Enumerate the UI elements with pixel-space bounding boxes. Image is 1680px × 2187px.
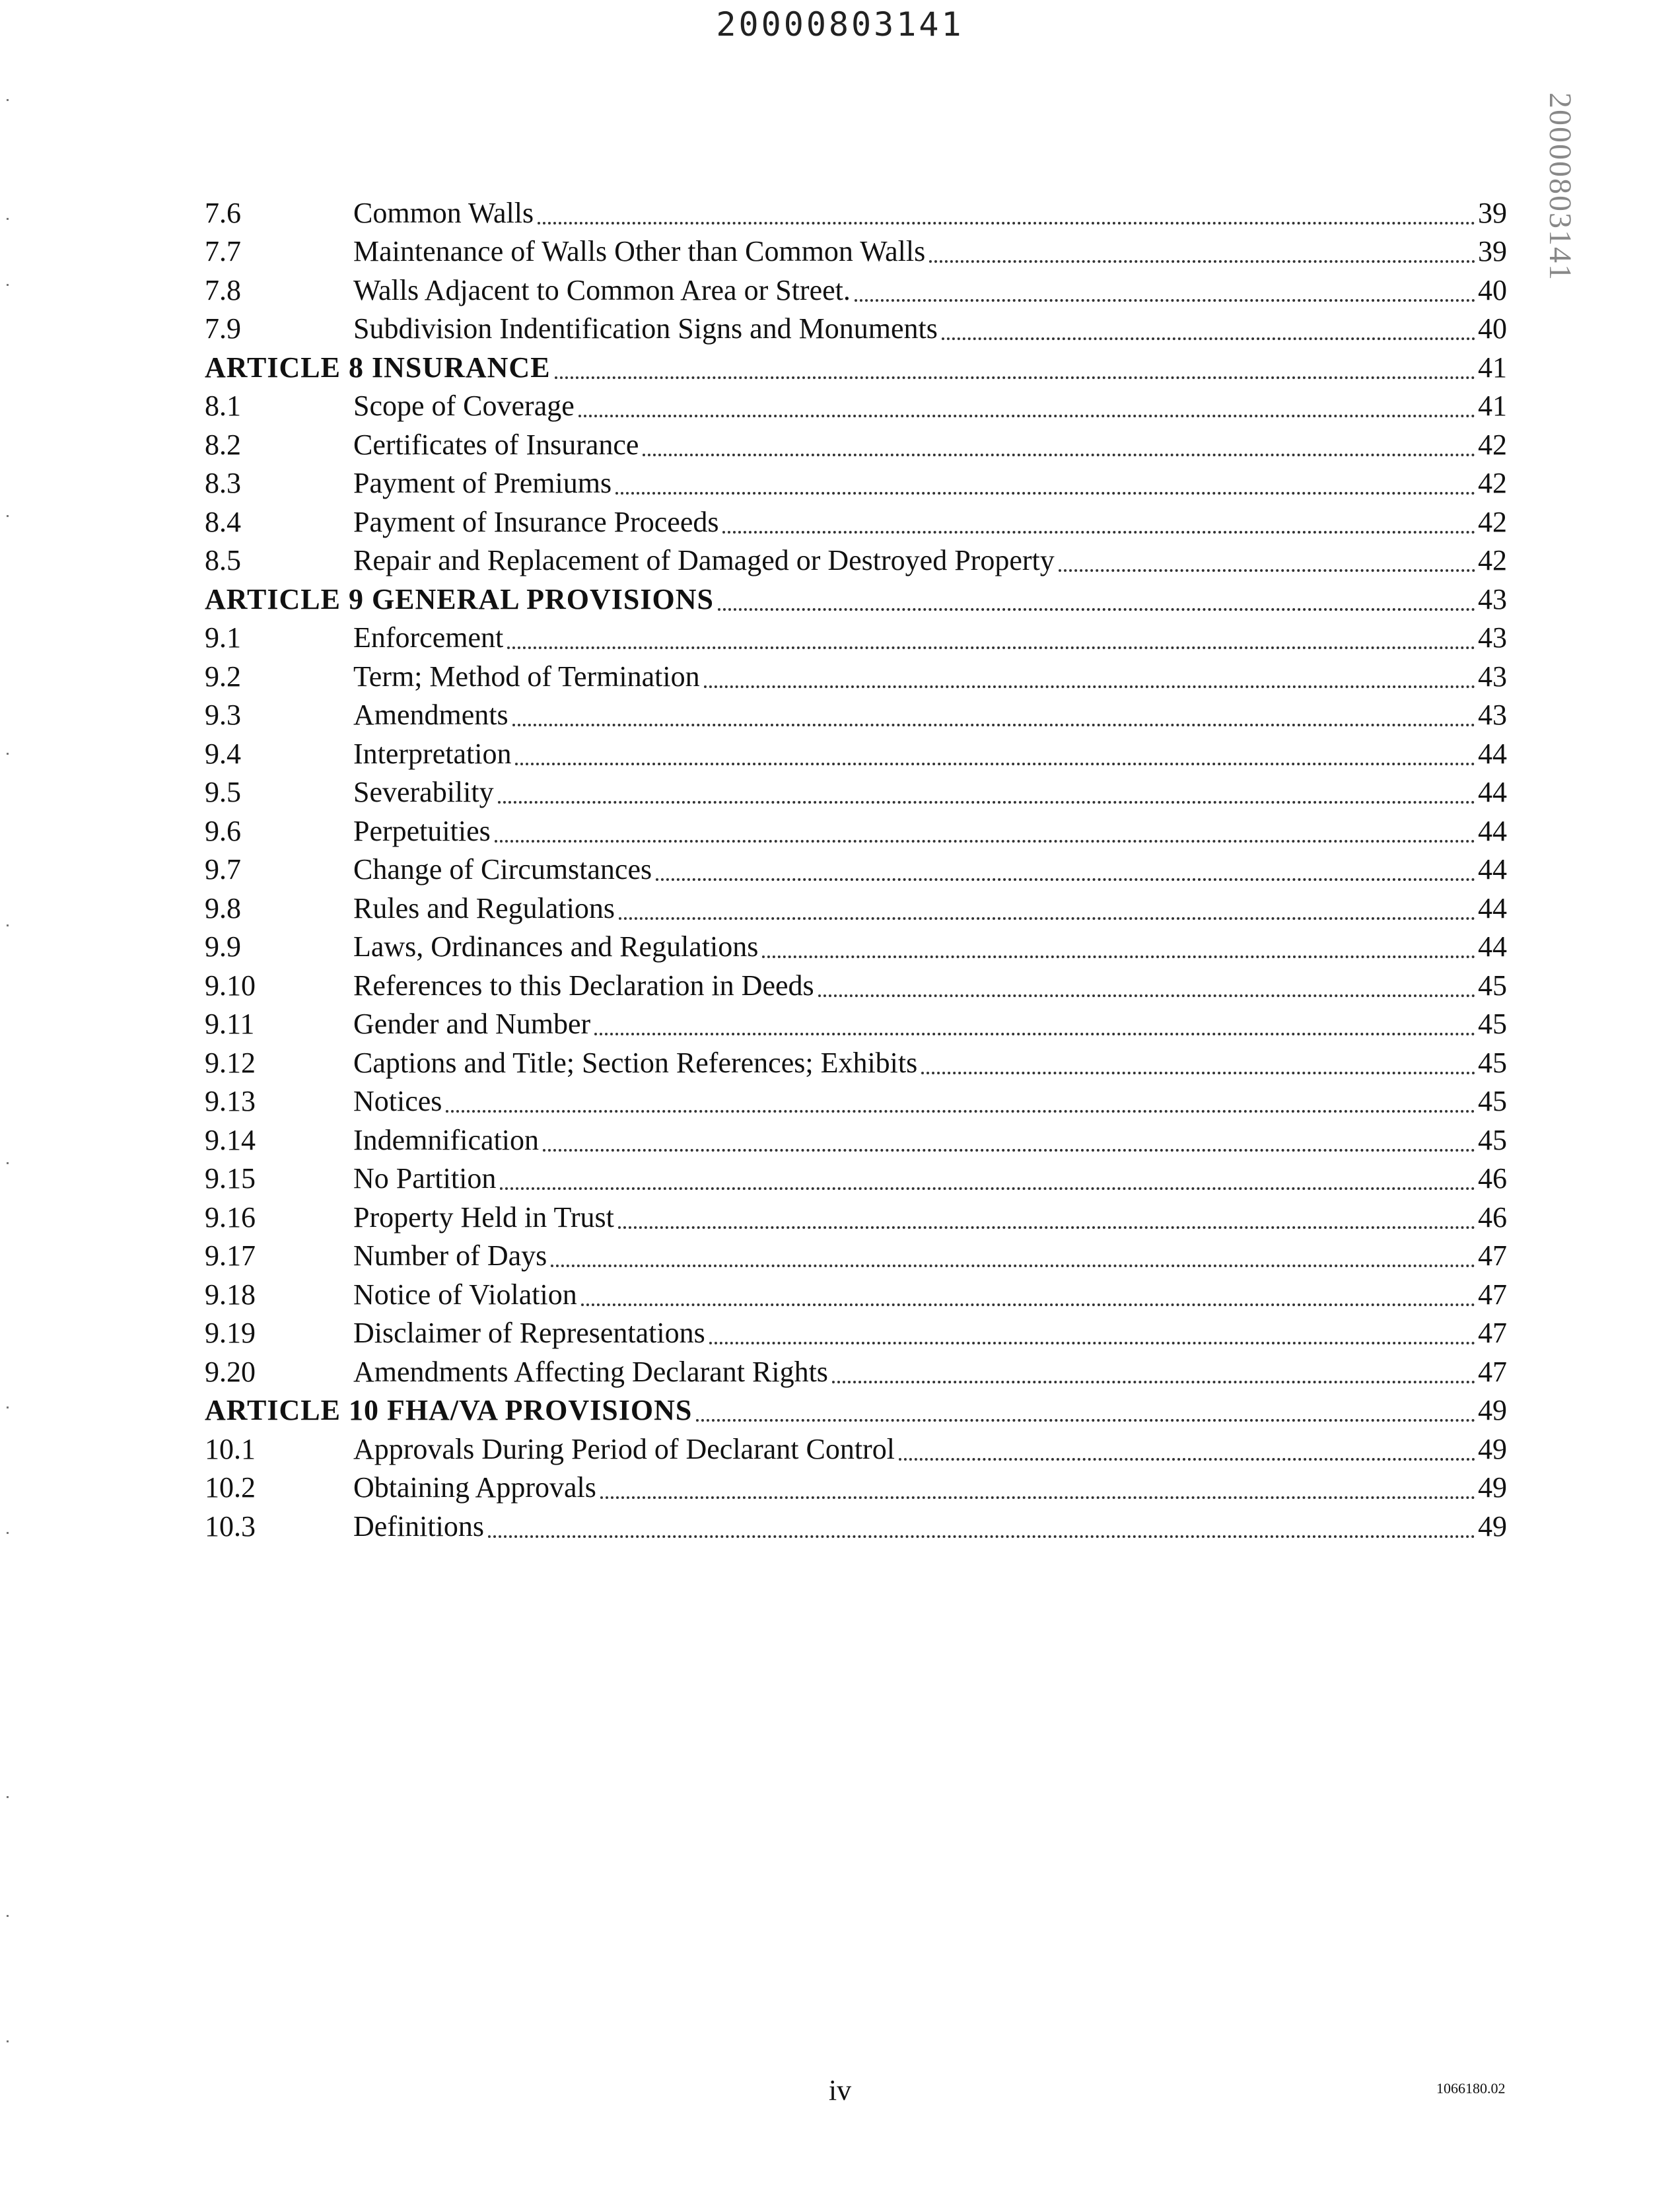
toc-section-number: 9.5 [205,776,241,808]
toc-title: Maintenance of Walls Other than Common Walls [353,235,926,267]
page-number: iv [828,2074,852,2106]
toc-section-number: 9.9 [205,930,241,963]
toc-page-number: 45 [1478,1123,1507,1156]
toc-entry [205,387,1507,426]
margin-mark [7,1162,9,1164]
dot-leader [515,763,1475,765]
toc-title: Notices [353,1085,442,1117]
toc-title: Enforcement [353,621,504,654]
margin-mark [7,924,9,926]
toc-section-number: 9.16 [205,1200,256,1233]
toc-entry [205,619,1507,658]
dot-leader [551,1265,1475,1267]
margin-mark [7,99,9,101]
toc-page-number: 49 [1478,1394,1507,1426]
dot-leader [921,1072,1475,1074]
toc-entry [205,1082,1507,1121]
dot-leader [500,1187,1475,1190]
toc-page-number: 45 [1478,1008,1507,1040]
toc-page-number: 40 [1478,273,1507,306]
toc-entry [205,1352,1507,1391]
margin-mark [7,2040,9,2042]
toc-page-number: 47 [1478,1355,1507,1388]
toc-section-number: 9.2 [205,660,241,693]
toc-page-number: 49 [1478,1471,1507,1504]
toc-page-number: 41 [1478,390,1507,422]
toc-page-number: 42 [1478,428,1507,461]
toc-page-number: 43 [1478,660,1507,693]
toc-title: Walls Adjacent to Common Area or Street. [353,273,851,306]
margin-mark [7,1532,9,1534]
toc-section-number: 8.4 [205,505,241,538]
toc-title: ARTICLE 9 GENERAL PROVISIONS [205,582,714,615]
toc-section-number: 9.13 [205,1085,256,1117]
toc-entry [205,541,1507,580]
toc-section-number: 9.3 [205,699,241,731]
toc-entry [205,696,1507,735]
toc-page-number: 47 [1478,1239,1507,1272]
toc-entry [205,773,1507,812]
toc-entry [205,1314,1507,1353]
toc-section-number: 8.2 [205,428,241,461]
toc-page-number: 40 [1478,312,1507,345]
dot-leader [643,454,1475,456]
toc-entry [205,425,1507,464]
dot-leader [615,492,1475,495]
toc-page-number: 43 [1478,621,1507,654]
margin-marks [7,0,11,2187]
toc-page-number: 49 [1478,1432,1507,1465]
toc-title: Captions and Title; Section References; Exhibits [353,1046,918,1079]
dot-leader [555,376,1475,379]
toc-title: Interpretation [353,737,512,770]
toc-page-number: 42 [1478,467,1507,499]
toc-entry [205,271,1507,310]
toc-title: Disclaimer of Representations [353,1317,705,1349]
toc-page-number: 47 [1478,1278,1507,1311]
toc-section-number: 9.1 [205,621,241,654]
dot-leader [512,724,1475,726]
toc-entry [205,464,1507,503]
dot-leader [594,1033,1475,1035]
toc-page-number: 45 [1478,1046,1507,1079]
toc-section-number: 9.6 [205,814,241,847]
toc-entry [205,966,1507,1005]
toc-page-number: 44 [1478,814,1507,847]
toc-page-number: 43 [1478,582,1507,615]
toc-section-number: 8.1 [205,390,241,422]
dot-leader [538,222,1475,225]
toc-entry [205,1430,1507,1469]
toc-title: Scope of Coverage [353,390,575,422]
dot-leader [942,337,1475,340]
toc-title: Gender and Number [353,1008,591,1040]
toc-title: Approvals During Period of Declarant Control [353,1432,895,1465]
toc-page-number: 45 [1478,969,1507,1002]
dot-leader [762,955,1475,958]
toc-page-number: 47 [1478,1317,1507,1349]
toc-page-number: 44 [1478,891,1507,924]
side-stamp: 20000803141 [1543,92,1578,281]
document-number: 20000803141 [716,5,964,44]
toc-title: Number of Days [353,1239,547,1272]
toc-title: Payment of Insurance Proceeds [353,505,719,538]
toc-page-number: 39 [1478,196,1507,229]
toc-title: Definitions [353,1510,484,1543]
toc-title: Laws, Ordinances and Regulations [353,930,759,963]
dot-leader [704,685,1475,688]
toc-section-number: 9.8 [205,891,241,924]
toc-title: ARTICLE 10 FHA/VA PROVISIONS [205,1394,693,1426]
dot-leader [619,917,1475,920]
toc-section-number: 9.10 [205,969,256,1002]
toc-entry [205,850,1507,889]
toc-title: Subdivision Indentification Signs and Monuments [353,312,938,345]
toc-section-number: 8.3 [205,467,241,499]
toc-entry [205,310,1507,349]
table-of-contents [205,193,1507,1546]
toc-article-heading [205,1391,1507,1430]
toc-section-number: 9.12 [205,1046,256,1079]
toc-entry [205,1198,1507,1237]
toc-title: References to this Declaration in Deeds [353,969,814,1002]
toc-section-number: 9.7 [205,853,241,885]
toc-page-number: 42 [1478,505,1507,538]
toc-page-number: 39 [1478,235,1507,267]
dot-leader [899,1458,1475,1461]
dot-leader [929,260,1475,263]
toc-title: Perpetuities [353,814,491,847]
margin-mark [7,1915,9,1917]
dot-leader [1059,569,1475,572]
toc-section-number: 10.1 [205,1432,256,1465]
toc-page-number: 41 [1478,351,1507,384]
toc-entry [205,657,1507,696]
toc-entry [205,232,1507,271]
file-code: 1066180.02 [1436,2080,1506,2097]
toc-page-number: 46 [1478,1162,1507,1195]
toc-section-number: 9.14 [205,1123,256,1156]
toc-title: Amendments Affecting Declarant Rights [353,1355,828,1388]
toc-entry [205,1160,1507,1198]
toc-title: Obtaining Approvals [353,1471,596,1504]
toc-entry [205,503,1507,541]
toc-section-number: 9.18 [205,1278,256,1311]
toc-entry [205,1121,1507,1160]
toc-page-number: 46 [1478,1200,1507,1233]
dot-leader [696,1419,1475,1422]
margin-mark [7,753,9,755]
dot-leader [543,1149,1475,1152]
margin-mark [7,1406,9,1408]
toc-entry [205,812,1507,850]
dot-leader [507,646,1475,649]
toc-title: Severability [353,776,494,808]
dot-leader [600,1496,1475,1499]
toc-entry [205,1507,1507,1546]
dot-leader [618,1226,1475,1229]
toc-article-heading [205,348,1507,387]
toc-title: Indemnification [353,1123,540,1156]
toc-section-number: 9.4 [205,737,241,770]
toc-section-number: 7.6 [205,196,241,229]
dot-leader [578,415,1475,417]
margin-mark [7,284,9,286]
toc-section-number: 9.17 [205,1239,256,1272]
toc-page-number: 44 [1478,930,1507,963]
toc-title: Property Held in Trust [353,1200,614,1233]
toc-entry [205,928,1507,967]
toc-page-number: 44 [1478,853,1507,885]
toc-title: Notice of Violation [353,1278,577,1311]
toc-section-number: 10.2 [205,1471,256,1504]
toc-page-number: 44 [1478,776,1507,808]
dot-leader [498,801,1475,804]
dot-leader [446,1110,1475,1113]
toc-page-number: 42 [1478,544,1507,576]
toc-page-number: 43 [1478,699,1507,731]
dot-leader [709,1342,1475,1344]
dot-leader [656,878,1475,881]
toc-section-number: 7.9 [205,312,241,345]
toc-entry [205,1237,1507,1276]
toc-title: Payment of Premiums [353,467,612,499]
toc-entry [205,1469,1507,1508]
toc-title: Repair and Replacement of Damaged or Destroyed Property [353,544,1055,576]
dot-leader [722,531,1475,534]
dot-leader [855,299,1475,302]
dot-leader [818,994,1475,997]
dot-leader [488,1535,1475,1538]
toc-section-number: 9.20 [205,1355,256,1388]
margin-mark [7,218,9,220]
dot-leader [718,608,1475,611]
toc-section-number: 10.3 [205,1510,256,1543]
toc-title: Certificates of Insurance [353,428,639,461]
toc-title: Change of Circumstances [353,853,652,885]
toc-title: Common Walls [353,196,534,229]
dot-leader [581,1303,1475,1306]
toc-entry [205,1043,1507,1082]
toc-title: Amendments [353,699,508,731]
dot-leader [832,1381,1475,1383]
toc-page-number: 49 [1478,1510,1507,1543]
toc-section-number: 7.8 [205,273,241,306]
toc-section-number: 7.7 [205,235,241,267]
toc-entry [205,1275,1507,1314]
toc-section-number: 9.15 [205,1162,256,1195]
toc-section-number: 9.11 [205,1008,255,1040]
toc-entry [205,889,1507,928]
toc-entry [205,734,1507,773]
toc-entry [205,193,1507,232]
toc-article-heading [205,580,1507,619]
toc-title: Rules and Regulations [353,891,615,924]
toc-title: Term; Method of Termination [353,660,700,693]
toc-section-number: 9.19 [205,1317,256,1349]
toc-title: No Partition [353,1162,497,1195]
toc-page-number: 44 [1478,737,1507,770]
dot-leader [495,840,1475,843]
margin-mark [7,1796,9,1798]
toc-section-number: 8.5 [205,544,241,576]
margin-mark [7,515,9,517]
toc-title: ARTICLE 8 INSURANCE [205,351,551,384]
toc-entry [205,1005,1507,1044]
toc-page-number: 45 [1478,1085,1507,1117]
